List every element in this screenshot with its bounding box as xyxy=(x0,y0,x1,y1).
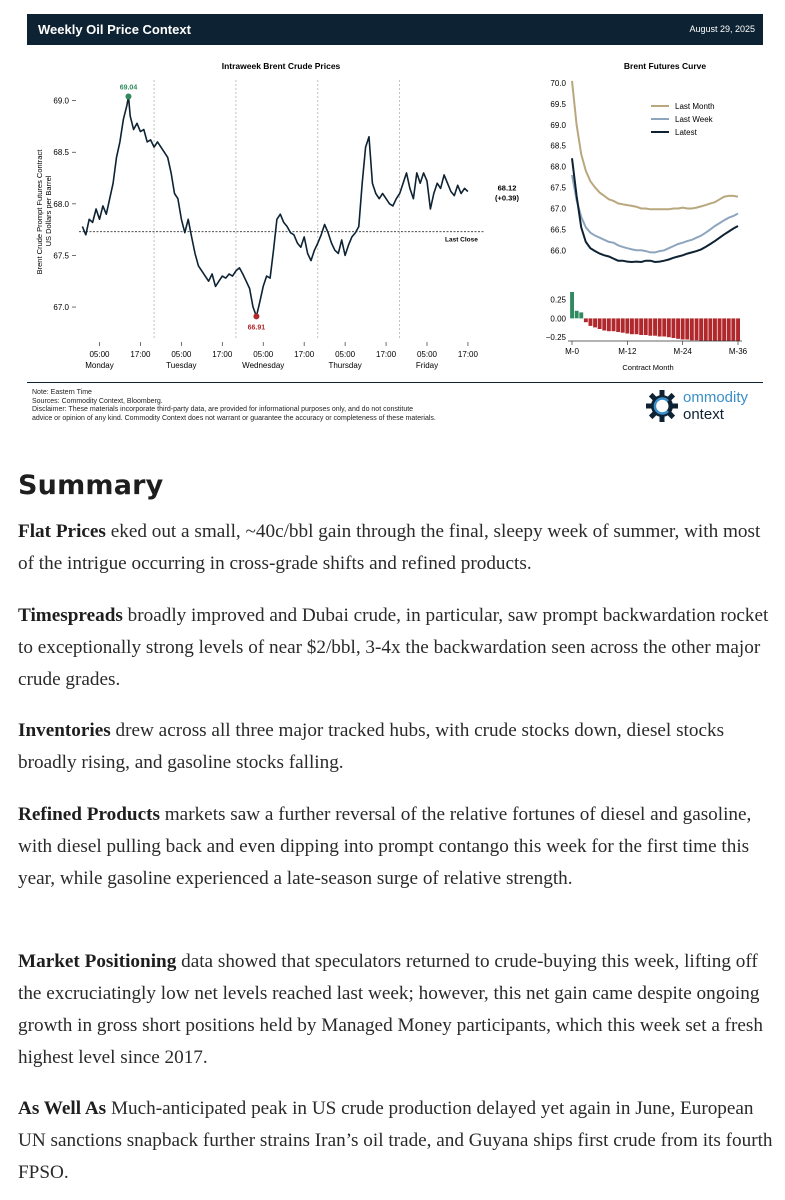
logo-text-commodity: ommodity xyxy=(683,389,749,406)
diff-bar xyxy=(704,318,708,341)
legend-label: Last Month xyxy=(675,102,715,111)
intraweek-ylabel-line1: Brent Crude Prompt Futures Contract xyxy=(35,149,44,275)
diff-bar xyxy=(727,318,731,341)
low-label: 66.91 xyxy=(247,324,266,332)
report-date: August 29, 2025 xyxy=(689,24,755,34)
futures-curve-chart xyxy=(546,61,748,372)
diff-bar xyxy=(616,318,620,332)
diff-bar xyxy=(672,318,676,338)
summary-paragraph-market-positioning xyxy=(18,946,778,1074)
diff-bar xyxy=(630,318,634,334)
summary-paragraph-timespreads xyxy=(18,600,778,696)
x-tick-day: Friday xyxy=(415,361,439,370)
chart-notes xyxy=(32,389,592,423)
diff-y-tick-label: −0.25 xyxy=(545,333,566,343)
curve-axes xyxy=(550,79,566,255)
diff-bar xyxy=(731,318,735,341)
summary-paragraph-refined-products xyxy=(18,799,778,895)
note-disclaimer-2: advice or opinion of any kind. Commodity Context does not warrant or guarantee the accuracy or completeness of these materials. xyxy=(32,414,436,422)
curve-y-tick-label: 66.5 xyxy=(550,225,566,235)
x-tick-time: 17:00 xyxy=(457,350,478,359)
last-close-label: Last Close xyxy=(445,236,478,244)
legend-label: Last Week xyxy=(675,115,713,124)
curve-y-tick-label: 68.0 xyxy=(550,162,566,172)
intraweek-chart xyxy=(35,61,519,370)
y-tick-label: 69.0 xyxy=(53,96,69,106)
diff-bar xyxy=(713,318,717,341)
diff-y-tick-label: 0.00 xyxy=(550,314,566,324)
diff-bar xyxy=(685,318,689,339)
brent-price-line xyxy=(82,97,468,317)
diff-bar xyxy=(718,318,722,341)
high-marker xyxy=(125,94,131,100)
diff-bar xyxy=(653,318,657,335)
diff-bar xyxy=(708,318,712,341)
paragraph-lead: Market Positioning xyxy=(18,951,177,972)
gear-logo-icon xyxy=(644,388,680,424)
y-tick-label: 68.5 xyxy=(53,148,69,158)
y-tick-label: 67.5 xyxy=(53,251,69,261)
low-marker xyxy=(253,313,259,319)
paragraph-lead: Inventories xyxy=(18,720,111,741)
paragraph-lead: As Well As xyxy=(18,1098,107,1119)
diff-bar xyxy=(667,318,671,337)
diff-bar xyxy=(575,311,579,319)
diff-bar xyxy=(625,318,629,333)
end-price-label: 68.12 xyxy=(497,183,517,193)
summary-heading: Summary xyxy=(18,470,164,501)
x-tick-day: Monday xyxy=(85,361,114,370)
report-header xyxy=(27,14,763,45)
footer-divider xyxy=(27,382,763,383)
charts-panel xyxy=(27,52,763,382)
x-tick-day: Tuesday xyxy=(166,361,197,370)
x-tick-time: 05:00 xyxy=(171,350,192,359)
curve-line-last-month xyxy=(572,81,738,209)
x-tick-time: 05:00 xyxy=(253,350,274,359)
x-tick-time: 17:00 xyxy=(376,350,397,359)
x-tick-time: 17:00 xyxy=(212,350,233,359)
report-title: Weekly Oil Price Context xyxy=(38,22,191,37)
curve-y-tick-label: 70.0 xyxy=(550,79,566,88)
diff-bar xyxy=(722,318,726,341)
paragraph-lead: Flat Prices xyxy=(18,521,106,542)
diff-bar xyxy=(598,318,602,329)
note-disclaimer-1: Disclaimer: These materials incorporate third-party data, are provided for informational purposes only, and do not constitute xyxy=(32,406,414,414)
diff-x-tick-label: M-36 xyxy=(728,347,748,356)
paragraph-text: markets saw a further reversal of the relative fortunes of diesel and gasoline, with diesel pulling back and even dipping into prompt contango this week for the first time this year, while gasoline experienced a late-season surge of relative strength. xyxy=(18,804,752,889)
curve-y-tick-label: 67.5 xyxy=(550,183,566,193)
diff-y-tick-label: 0.25 xyxy=(550,295,566,305)
note-timezone: Note: Eastern Time xyxy=(32,389,92,396)
diff-bar xyxy=(690,318,694,340)
diff-bar xyxy=(584,318,588,322)
intraweek-ylabel xyxy=(35,148,53,275)
intraweek-axes xyxy=(53,97,76,312)
diff-bar xyxy=(648,318,652,335)
y-tick-label: 68.0 xyxy=(53,199,69,209)
logo-text-context: ontext xyxy=(683,406,724,423)
x-tick-day: Thursday xyxy=(328,361,362,370)
paragraph-lead: Timespreads xyxy=(18,605,123,626)
y-tick-label: 67.0 xyxy=(53,303,69,313)
x-tick-time: 17:00 xyxy=(294,350,315,359)
diff-x-tick-label: M-24 xyxy=(673,347,692,356)
diff-bar xyxy=(695,318,699,340)
curve-legend xyxy=(651,102,715,137)
diff-bar xyxy=(607,318,611,331)
x-tick-time: 05:00 xyxy=(416,350,438,359)
commodity-context-logo xyxy=(644,388,764,424)
paragraph-lead: Refined Products xyxy=(18,804,160,825)
paragraph-text: data showed that speculators returned to crude-buying this week, lifting off the excruciatingly low net levels reached last week; however, this net gain came despite ongoing growth in gross short positions held by Managed Money participants, which this week set a fresh highest level since 2017. xyxy=(18,951,763,1068)
diff-bar xyxy=(681,318,685,339)
diff-bar xyxy=(579,312,583,318)
paragraph-text: Much-anticipated peak in US crude production delayed yet again in June, European UN sanctions snapback further strains Iran’s oil trade, and Guyana ships first crude from its fourth FPSO. xyxy=(18,1098,773,1183)
diff-bar xyxy=(676,318,680,338)
paragraph-text: eked out a small, ~40c/bbl gain through the final, sleepy week of summer, with most of the intrigue occurring in cross-grade shifts and refined products. xyxy=(18,521,761,574)
curve-y-tick-label: 69.5 xyxy=(550,99,566,109)
curve-line-last-week xyxy=(572,175,738,252)
diff-bar xyxy=(736,318,740,341)
intraweek-ylabel-line2: US Dollars per Barrel xyxy=(44,175,53,247)
curve-title: Brent Futures Curve xyxy=(623,61,707,71)
paragraph-text: drew across all three major tracked hubs, with crude stocks down, diesel stocks broadly rising, and gasoline stocks falling. xyxy=(18,720,725,773)
diff-bar xyxy=(639,318,643,335)
diff-x-tick-label: M-12 xyxy=(618,347,637,356)
curve-y-tick-label: 67.0 xyxy=(550,204,566,214)
diff-bar xyxy=(593,318,597,327)
diff-bar xyxy=(612,318,616,331)
curve-y-tick-label: 66.0 xyxy=(550,246,566,256)
x-tick-day: Wednesday xyxy=(242,361,285,370)
curve-xlabel: Contract Month xyxy=(622,363,674,372)
intraweek-x-ticks xyxy=(85,342,478,370)
x-tick-time: 05:00 xyxy=(89,350,110,359)
x-tick-time: 17:00 xyxy=(130,350,151,359)
summary-paragraph-as-well-as xyxy=(18,1093,778,1189)
curve-y-tick-label: 68.5 xyxy=(550,141,566,151)
diff-bar xyxy=(621,318,625,332)
curve-y-tick-label: 69.0 xyxy=(550,120,566,130)
diff-bar xyxy=(699,318,703,341)
high-label: 69.04 xyxy=(119,84,138,92)
summary-paragraph-inventories xyxy=(18,715,778,779)
diff-bar xyxy=(662,318,666,336)
diff-bar xyxy=(635,318,639,334)
legend-label: Latest xyxy=(675,128,697,137)
paragraph-text: broadly improved and Dubai crude, in particular, saw prompt backwardation rocket to exceptionally strong levels of near $2/bbl, 3-4x the backwardation seen across the other major crude grades. xyxy=(18,605,769,690)
note-sources: Sources: Commodity Context, Bloomberg. xyxy=(32,397,163,405)
diff-bar xyxy=(602,318,606,330)
diff-bar xyxy=(570,292,574,318)
diff-x-tick-label: M-0 xyxy=(565,347,579,356)
diff-bar xyxy=(644,318,648,335)
end-change-label: (+0.39) xyxy=(495,193,519,203)
diff-bar xyxy=(589,318,593,326)
summary-paragraph-flat-prices xyxy=(18,516,778,580)
curve-diff-panel xyxy=(546,292,748,356)
day-separators xyxy=(154,80,400,338)
diff-bar xyxy=(658,318,662,336)
intraweek-title: Intraweek Brent Crude Prices xyxy=(221,61,341,71)
x-tick-time: 05:00 xyxy=(335,350,356,359)
